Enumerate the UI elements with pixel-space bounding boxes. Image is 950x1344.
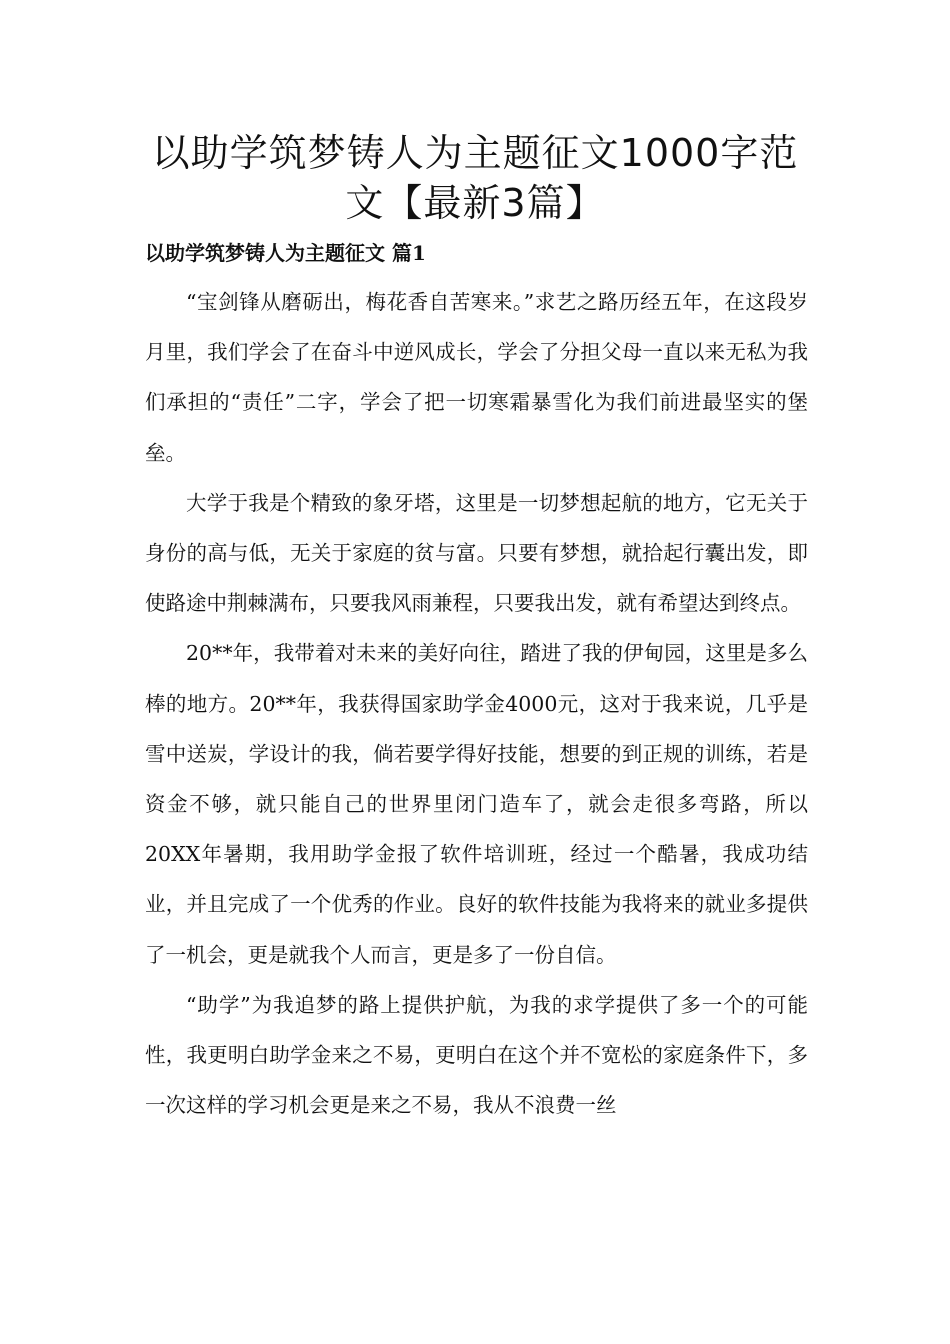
paragraph: “助学”为我追梦的路上提供护航，为我的求学提供了多一个的可能性，我更明白助学金来之不易，更明白在这个并不宽松的家庭条件下，多一次这样的学习机会更是来之不易，我从不浪费一丝: [145, 992, 808, 1118]
body-text: [145, 277, 808, 1130]
section-heading: 以助学筑梦铸人为主题征文 篇1: [145, 241, 426, 265]
document-title: 以助学筑梦铸人为主题征文1000字范文【最新3篇】: [151, 131, 799, 225]
paragraph: “宝剑锋从磨砺出，梅花香自苦寒来。”求艺之路历经五年，在这段岁月里，我们学会了在奋斗中逆风成长，学会了分担父母一直以来无私为我们承担的“责任”二字，学会了把一切寒霜暴雪化为我们前进最坚实的堡垒。: [145, 290, 808, 465]
paragraph: 大学于我是个精致的象牙塔，这里是一切梦想起航的地方，它无关于身份的高与低，无关于家庭的贫与富。只要有梦想，就拾起行囊出发，即使路途中荆棘满布，只要我风雨兼程，只要我出发，就有希望达到终点。: [145, 490, 808, 616]
paragraph: 20**年，我带着对未来的美好向往，踏进了我的伊甸园，这里是多么棒的地方。20**年，我获得国家助学金4000元，这对于我来说，几乎是雪中送炭，学设计的我，倘若要学得好技能，想要的到正规的训练，若是资金不够，就只能自己的世界里闭门造车了，就会走很多弯路，所以20XX年暑期，我用助学金报了软件培训班，经过一个酷暑，我成功结业，并且完成了一个优秀的作业。良好的软件技能为我将来的就业多提供了一机会，更是就我个人而言，更是多了一份自信。: [145, 641, 808, 967]
